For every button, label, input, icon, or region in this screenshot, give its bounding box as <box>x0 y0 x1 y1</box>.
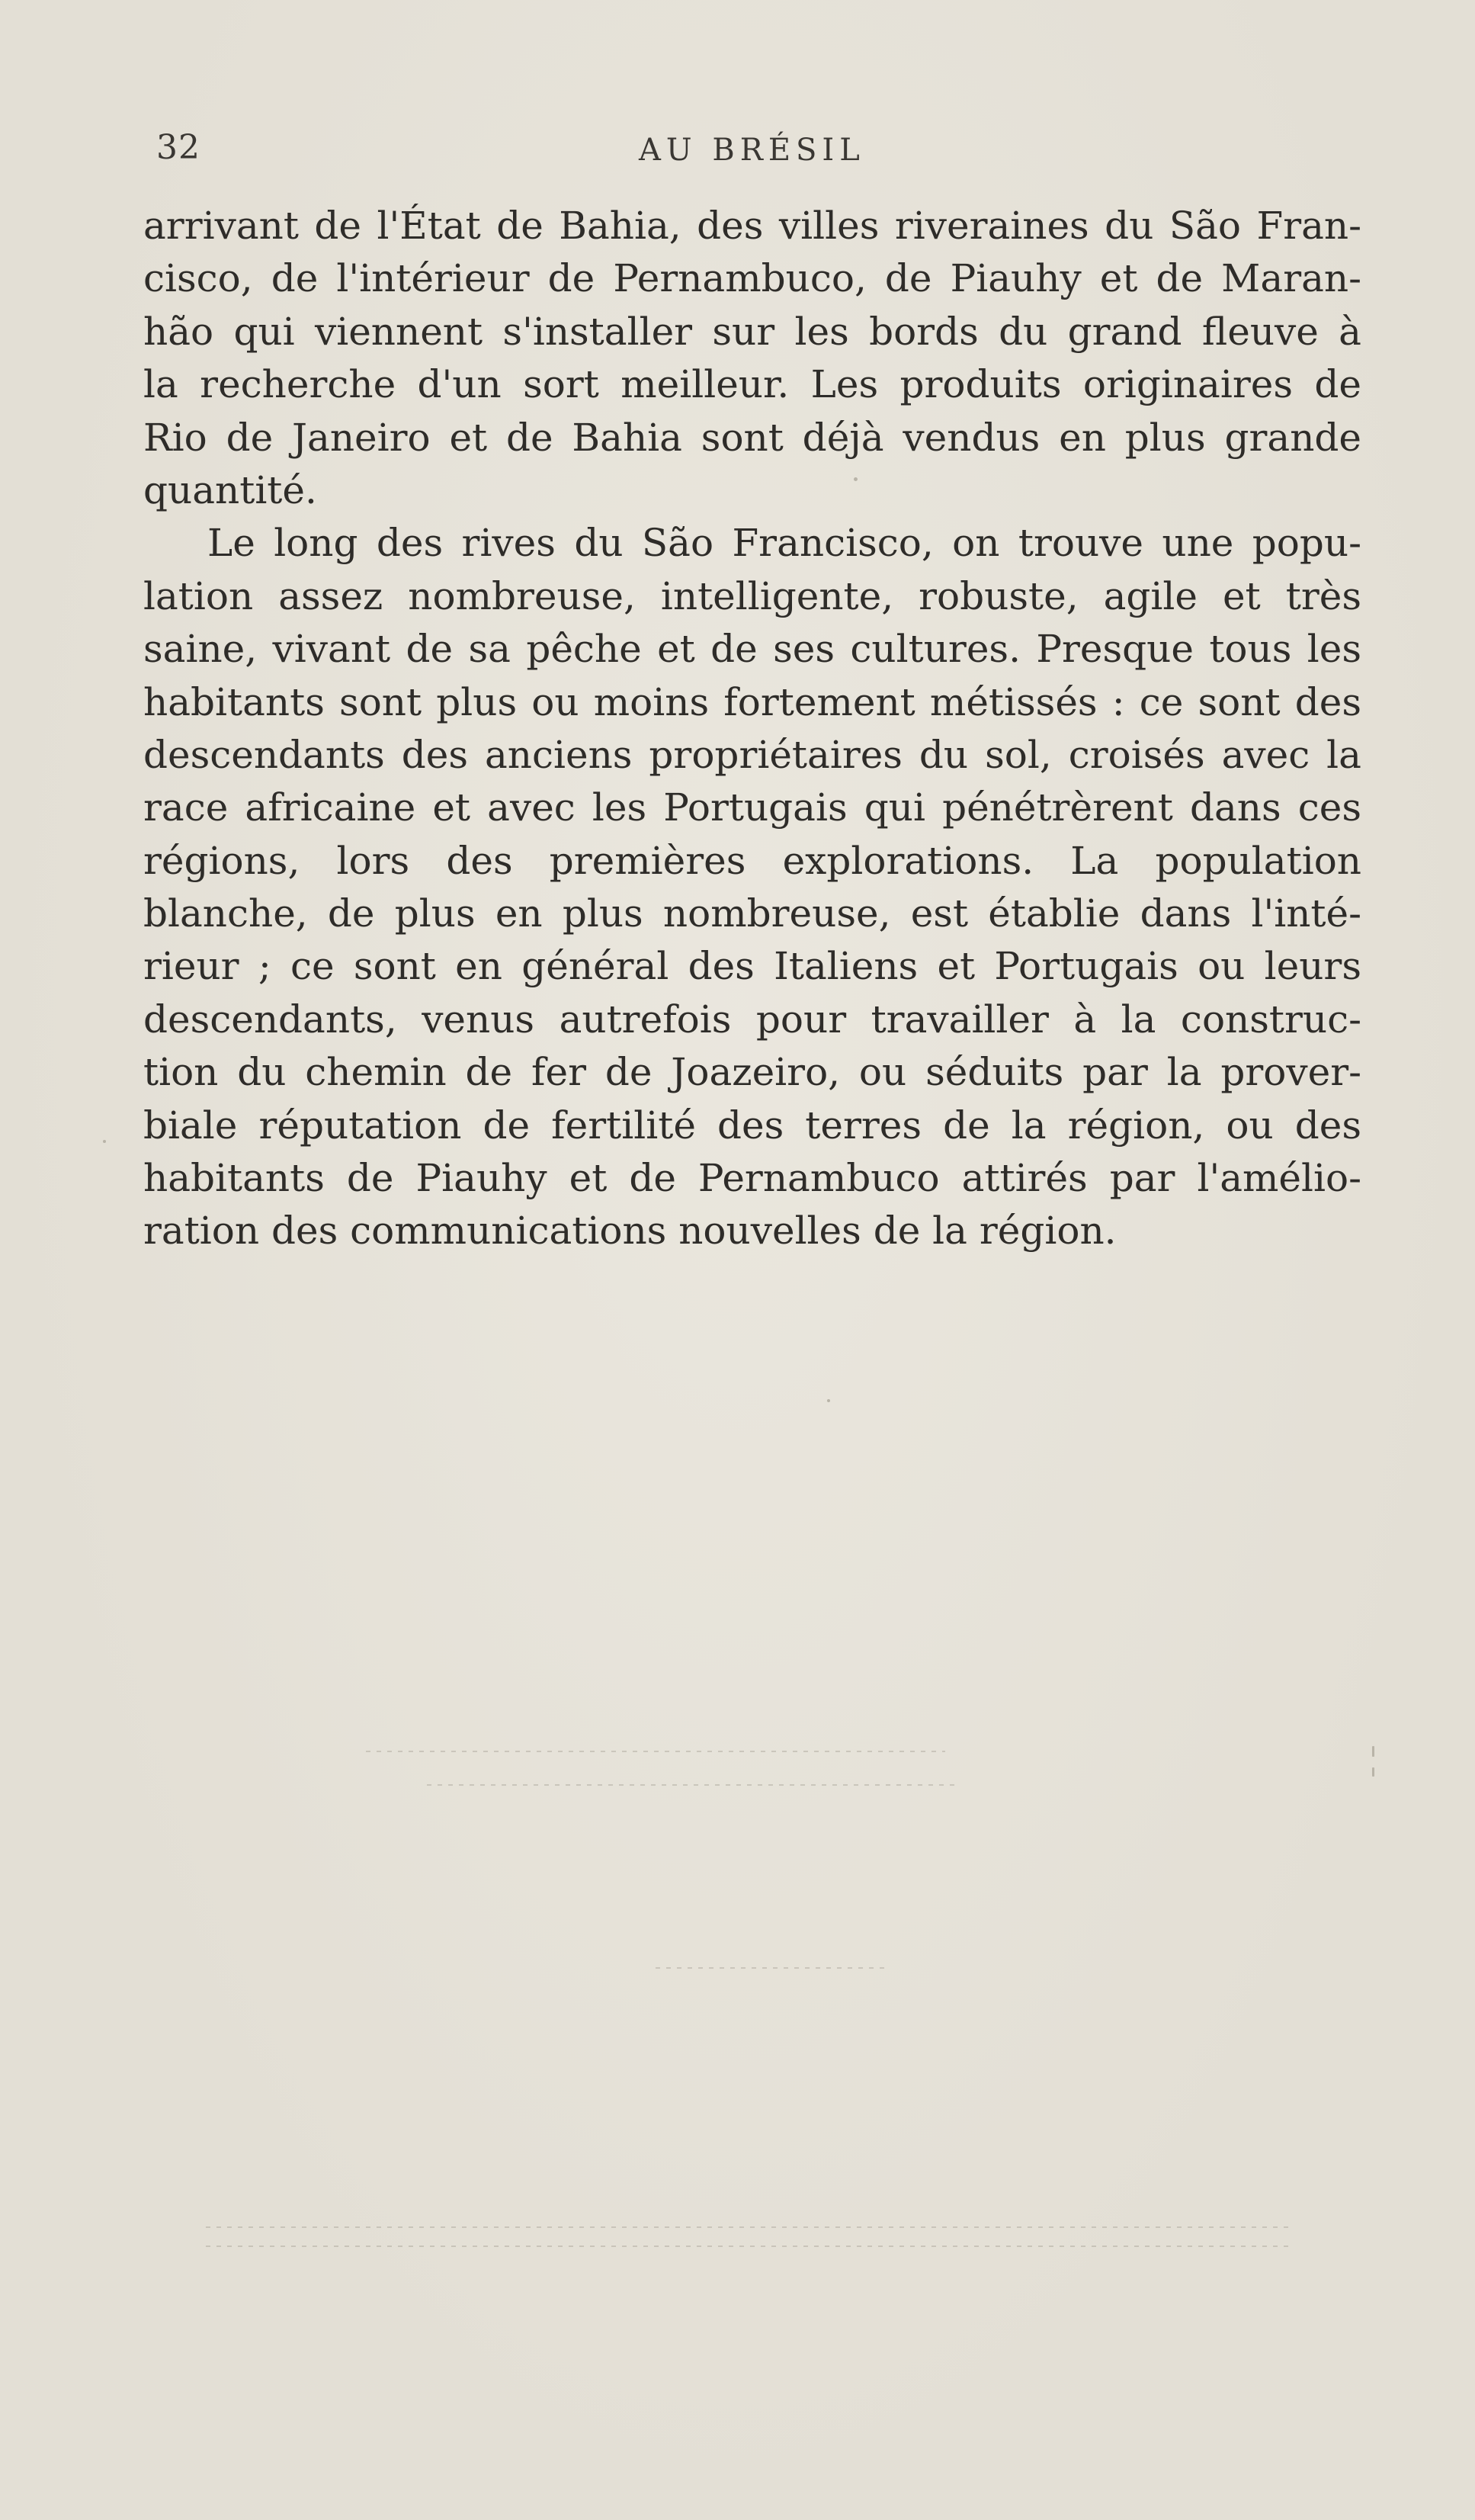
text-line: régions, lors des premières explorations. La population <box>143 838 1361 883</box>
show-through-line <box>366 1751 945 1752</box>
text-line: arrivant de l'État de Bahia, des villes riveraines du São Fran- <box>143 204 1361 248</box>
text-line: cisco, de l'intérieur de Pernambuco, de Piauhy et de Maran- <box>143 256 1361 301</box>
text-line: ration des communications nouvelles de la région. <box>143 1209 1117 1254</box>
text-line: Le long des rives du São Francisco, on trouve une popu- <box>207 521 1361 566</box>
body-text <box>143 200 1361 1258</box>
text-line: descendants, venus autrefois pour travailler à la construc- <box>143 997 1361 1042</box>
show-through-line <box>656 1967 884 1969</box>
paper-speck <box>103 1140 106 1143</box>
page-number: 32 <box>156 128 200 167</box>
text-line: quantité. <box>143 467 317 512</box>
text-line: blanche, de plus en plus nombreuse, est établie dans l'inté- <box>143 891 1361 936</box>
show-through-line <box>206 2226 1288 2228</box>
text-line: habitants sont plus ou moins fortement métissés : ce sont des <box>143 679 1361 724</box>
text-line: tion du chemin de fer de Joazeiro, ou séduits par la prover- <box>143 1050 1361 1095</box>
text-line: race africaine et avec les Portugais qui pénétrèrent dans ces <box>143 785 1361 830</box>
text-line: rieur ; ce sont en général des Italiens et Portugais ou leurs <box>143 944 1361 989</box>
text-line: Rio de Janeiro et de Bahia sont déjà vendus en plus grande <box>143 415 1361 460</box>
text-line: la recherche d'un sort meilleur. Les produits originaires de <box>143 362 1361 407</box>
paper-speck <box>854 477 858 481</box>
text-line: habitants de Piauhy et de Pernambuco attirés par l'amélio- <box>143 1156 1361 1201</box>
text-line: descendants des anciens propriétaires du sol, croisés avec la <box>143 732 1361 777</box>
paper-speck <box>1372 1746 1374 1757</box>
text-line: hão qui viennent s'installer sur les bords du grand fleuve à <box>143 309 1361 354</box>
text-line: lation assez nombreuse, intelligente, robuste, agile et très <box>143 573 1361 618</box>
running-title: AU BRÉSIL <box>639 133 865 168</box>
show-through-line <box>206 2246 1288 2247</box>
running-head <box>0 128 1475 174</box>
show-through-line <box>427 1784 960 1786</box>
text-line: saine, vivant de sa pêche et de ses cultures. Presque tous les <box>143 627 1361 672</box>
paper-speck <box>827 1399 830 1402</box>
paper-speck <box>1372 1767 1374 1777</box>
text-line: biale réputation de fertilité des terres de la région, ou des <box>143 1103 1361 1148</box>
